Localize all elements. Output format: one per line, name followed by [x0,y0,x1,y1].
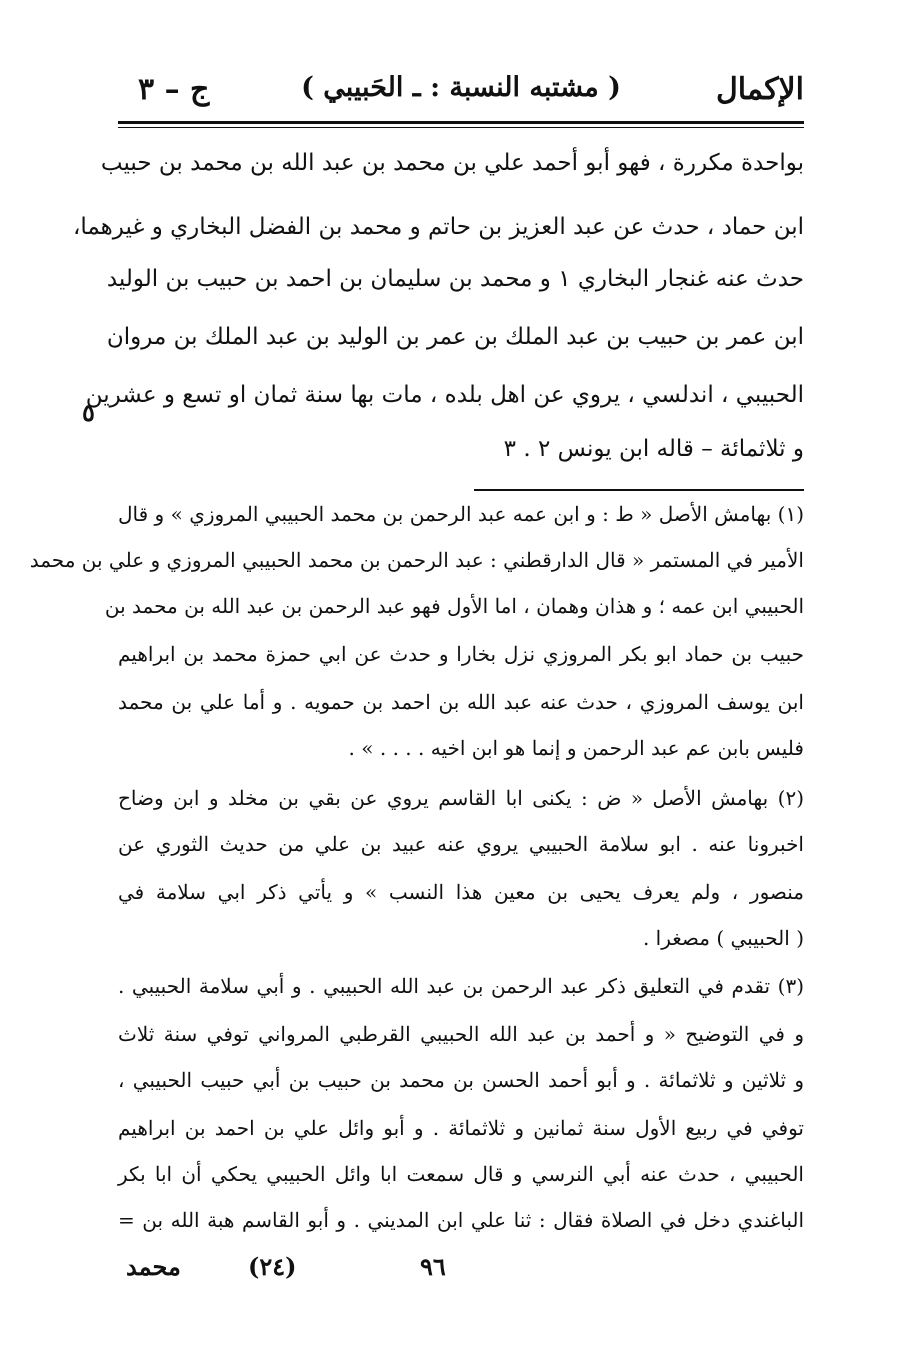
page-number: ٩٦ [420,1252,446,1281]
footnote-line: الحبيبي ، حدث عنه أبي النرسي و قال سمعت ابا وائل الحبيبي يحكي أن ابا بكر [118,1162,804,1186]
catchword: محمد [126,1252,181,1281]
footnote-line: توفي في ربيع الأول سنة ثمانين و ثلاثمائة . و أبو وائل علي بن احمد بن ابراهيم [118,1116,804,1140]
volume-label: ج – ٣ [138,72,210,107]
footnote-line: و ثلاثين و ثلاثمائة . و أبو أحمد الحسن بن محمد بن حبيب بن أبي حبيب الحبيبي ، [118,1068,804,1092]
footnote-line: اخبرونا عنه . ابو سلامة الحبيبي يروي عنه عبيد بن علي من حديث الثوري عن [118,832,804,856]
line-number: ٥ [82,398,95,427]
footnote-line: الأمير في المستمر « قال الدارقطني : عبد الرحمن بن محمد الحبيبي المروزي و علي بن محمد [29,548,804,572]
chapter-title: ( مشتبه النسبة : ـ الحَبيبي ) [301,72,621,103]
body-line: حدث عنه غنجار البخاري ١ و محمد بن سليمان بن احمد بن حبيب بن الوليد [106,266,804,292]
body-line: بواحدة مكررة ، فهو أبو أحمد علي بن محمد بن عبد الله بن محمد بن حبيب [100,150,804,176]
signature-mark: (٢٤) [248,1252,297,1281]
footnote-line: (٣) تقدم في التعليق ذكر عبد الرحمن بن عبد الله الحبيبي . و أبي سلامة الحبيبي . [118,974,804,998]
footnote-line: فليس بابن عم عبد الرحمن و إنما هو ابن اخيه . . . . » . [348,736,804,760]
book-title: الإكمال [715,72,804,107]
footnote-line: (٢) بهامش الأصل « ض : يكنى ابا القاسم يروي عن بقي بن مخلد و ابن وضاح [118,786,804,810]
footnote-line: ( الحبيبي ) مصغرا . [642,926,804,950]
footnote-line: منصور ، ولم يعرف يحيى بن معين هذا النسب » و يأتي ذكر ابي سلامة في [118,880,804,904]
footnote-line: ابن يوسف المروزي ، حدث عنه عبد الله بن احمد بن حمويه . و أما علي بن محمد [118,690,804,714]
body-line: الحبيبي ، اندلسي ، يروي عن اهل بلده ، مات بها سنة ثمان او تسع و عشرين [85,382,804,408]
header-rule-thin [118,127,804,128]
body-line: ابن حماد ، حدث عن عبد العزيز بن حاتم و محمد بن الفضل البخاري و غيرهما، [72,214,804,240]
footnote-line: حبيب بن حماد ابو بكر المروزي نزل بخارا و حدث عن ابي حمزة محمد بن ابراهيم [118,642,804,666]
body-line: ابن عمر بن حبيب بن عبد الملك بن عمر بن الوليد بن عبد الملك بن مروان [106,324,804,350]
body-line: و ثلاثمائة – قاله ابن يونس ٢ . ٣ [503,436,804,462]
footnote-line: (١) بهامش الأصل « ط : و ابن عمه عبد الرحمن بن محمد الحبيبي المروزي » و قال [118,502,804,526]
footnote-line: و في التوضيح « و أحمد بن عبد الله الحبيبي القرطبي المرواني توفي سنة ثلاث [118,1022,804,1046]
footnote-separator [474,489,804,491]
footnote-line: الباغندي دخل في الصلاة فقال : ثنا علي ابن المديني . و أبو القاسم هبة الله بن = [118,1208,805,1232]
footnote-line: الحبيبي ابن عمه ؛ و هذان وهمان ، اما الأول فهو عبد الرحمن بن عبد الله بن محمد بن [104,594,804,618]
header-rule-thick [118,121,804,124]
